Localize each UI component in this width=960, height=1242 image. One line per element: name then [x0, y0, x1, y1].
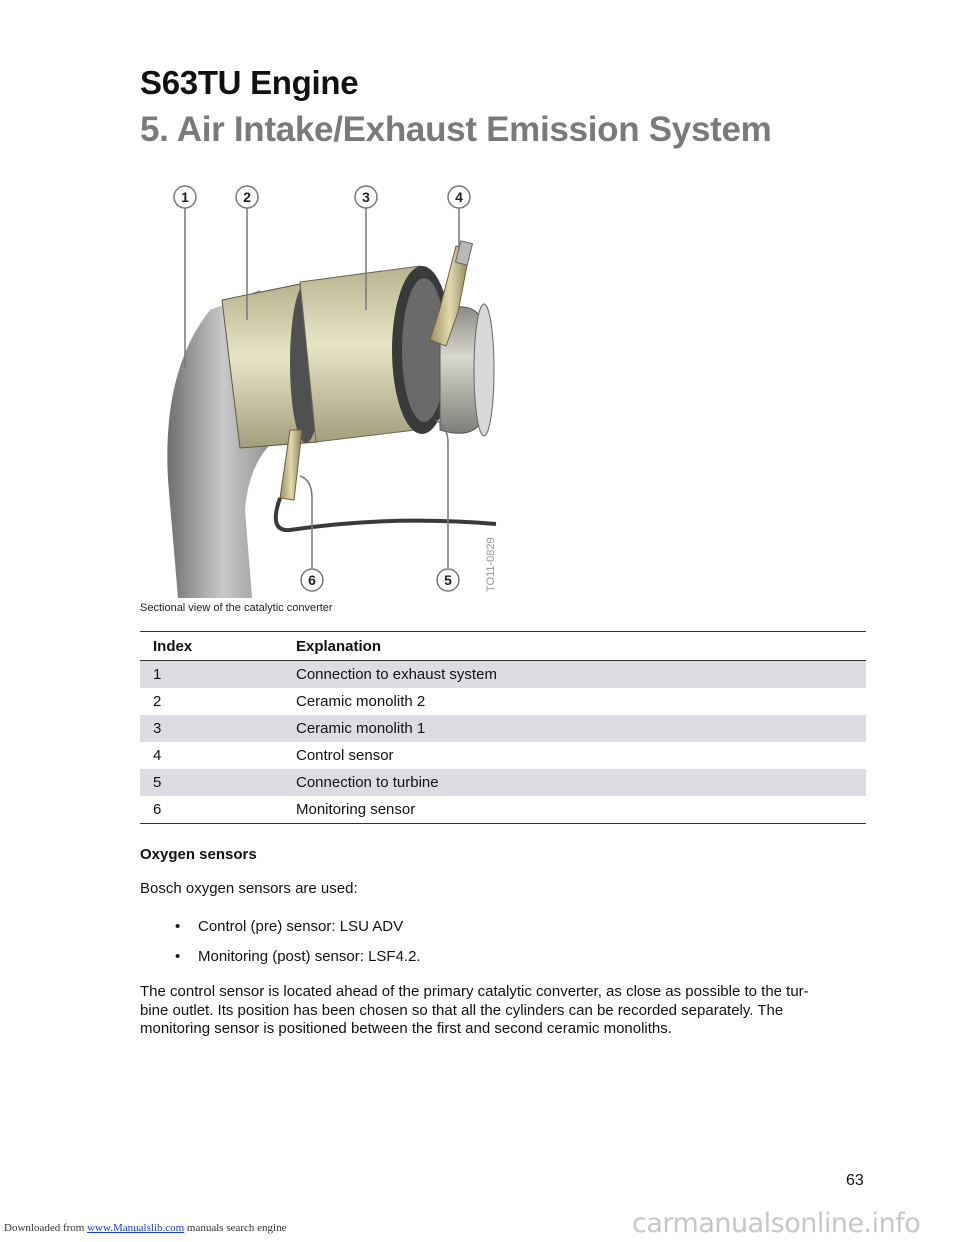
- row-index: 2: [153, 693, 162, 710]
- page-title: S63TU Engine: [140, 64, 359, 101]
- footer-prefix: Downloaded from: [4, 1222, 85, 1234]
- download-footer: [4, 1222, 286, 1234]
- callout-3-label: 3: [362, 189, 370, 205]
- footer-suffix: manuals search engine: [186, 1222, 287, 1234]
- list-item: [175, 918, 421, 948]
- page-number: 63: [846, 1172, 864, 1189]
- row-index: 4: [153, 747, 162, 764]
- table-row: [140, 715, 866, 742]
- table-row: [140, 661, 866, 688]
- sensor-wire-shape: [276, 498, 496, 530]
- figure-caption: Sectional view of the catalytic converter: [140, 602, 333, 614]
- intro-text: Bosch oxygen sensors are used:: [140, 880, 358, 897]
- table-row: [140, 796, 866, 823]
- callout-6-label: 6: [308, 572, 316, 588]
- header-index: Index: [153, 637, 193, 655]
- catalytic-converter-figure: [140, 180, 500, 598]
- row-explanation: Control sensor: [296, 747, 394, 764]
- row-explanation: Ceramic monolith 2: [296, 693, 426, 710]
- callout-5-label: 5: [444, 572, 452, 588]
- row-index: 5: [153, 774, 162, 791]
- header-explanation: Explanation: [296, 637, 382, 655]
- bullet-icon: •: [175, 918, 181, 935]
- paragraph-line: monitoring sensor is positioned between the first and second ceramic monoliths.: [140, 1020, 672, 1037]
- callout-1-label: 1: [181, 189, 189, 205]
- row-explanation: Connection to exhaust system: [296, 666, 497, 683]
- callout-3: [355, 186, 377, 208]
- table-row: [140, 769, 866, 796]
- body-paragraph: [140, 983, 866, 1039]
- watermark: carmanualsonline.info: [632, 1208, 921, 1239]
- callout-5: [437, 569, 459, 591]
- figure-code: TO11-0829: [485, 537, 497, 592]
- oxygen-sensors-heading: Oxygen sensors: [140, 846, 257, 863]
- callout-1: [174, 186, 196, 208]
- table-row: [140, 688, 866, 715]
- section-title: 5. Air Intake/Exhaust Emission System: [140, 110, 772, 149]
- paragraph-line: The control sensor is located ahead of the primary catalytic converter, as close as possible to the tur-: [140, 983, 809, 1000]
- bullet-list: [175, 918, 421, 978]
- row-explanation: Ceramic monolith 1: [296, 720, 426, 737]
- callout-4-label: 4: [455, 189, 463, 205]
- callout-6: [301, 569, 323, 591]
- callout-4: [448, 186, 470, 208]
- manualslib-link[interactable]: www.Manualslib.com: [87, 1222, 185, 1234]
- callout-2: [236, 186, 258, 208]
- row-index: 1: [153, 666, 162, 683]
- table-header-row: [140, 632, 866, 661]
- callout-2-label: 2: [243, 189, 251, 205]
- list-item-text: Control (pre) sensor: LSU ADV: [198, 918, 404, 935]
- index-table: [140, 631, 866, 824]
- table-row: [140, 742, 866, 769]
- row-index: 6: [153, 801, 162, 818]
- row-index: 3: [153, 720, 162, 737]
- paragraph-line: bine outlet. Its position has been chosen so that all the cylinders can be recorded separately. The: [140, 1001, 784, 1019]
- list-item: [175, 948, 421, 978]
- bullet-icon: •: [175, 948, 181, 965]
- row-explanation: Connection to turbine: [296, 774, 439, 791]
- row-explanation: Monitoring sensor: [296, 801, 416, 818]
- list-item-text: Monitoring (post) sensor: LSF4.2.: [198, 948, 421, 965]
